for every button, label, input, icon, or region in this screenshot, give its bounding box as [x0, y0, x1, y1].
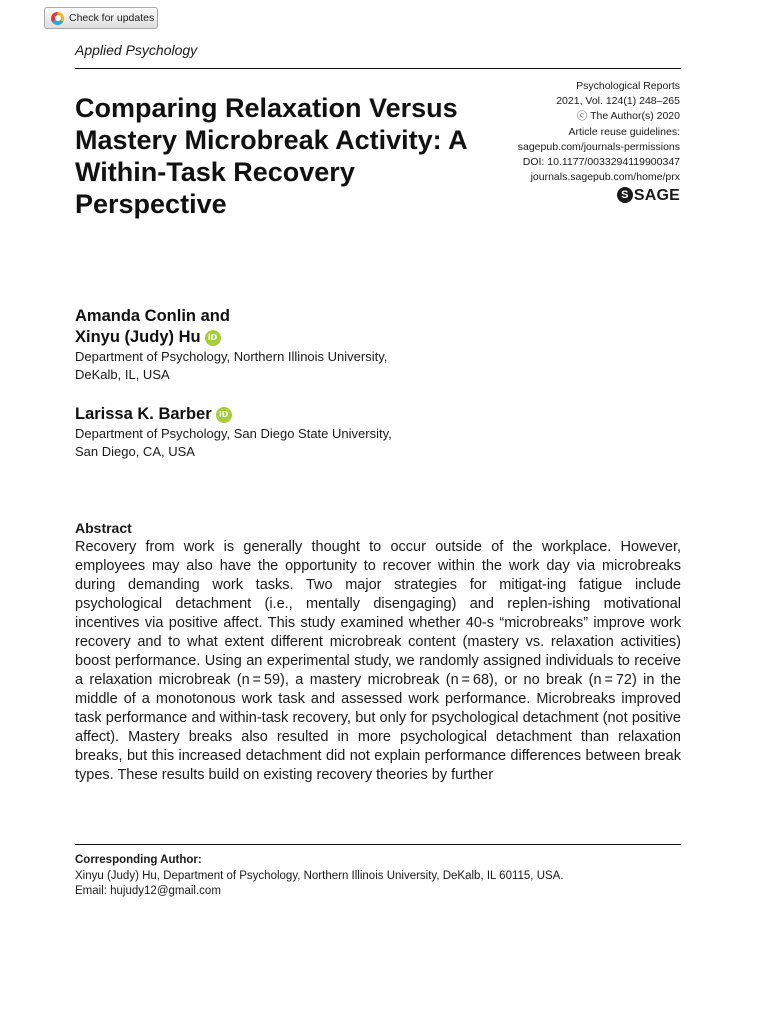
- corresponding-email[interactable]: Email: hujudy12@gmail.com: [75, 885, 221, 897]
- article-metadata: [518, 79, 680, 203]
- copyright-line: ⓒ The Author(s) 2020: [576, 110, 680, 123]
- check-for-updates-label: Check for updates: [69, 12, 155, 24]
- journal-home-link[interactable]: journals.sagepub.com/home/prx: [530, 171, 680, 184]
- abstract-text: Recovery from work is generally thought to occur outside of the workplace. However, employees may also have the opportunity to recover within the work day via microbreaks during demanding work tasks. Two major strategies for mitigat-ing fatigue include psychological detachment (i.e., mentally disengaging) and replen-ishing motivational incentives via positive affect. This study examined whether 40-s “microbreaks” improve work recovery and to what extent different microbreak content (mastery vs. relaxation activities) boost performance. Using an experimental study, we randomly assigned individuals to receive a relaxation microbreak (n = 59), a mastery microbreak (n = 68), or no break (n = 72) in the middle of a monotonous work task and assessed work performance. Microbreaks improved task performance and within-task recovery, but only for psychological detachment (not positive affect). Mastery breaks also resulted in more psychological detachment than relaxation breaks, but this increased detachment did not explain performance differences between break types. These results build on existing recovery theories by further: [75, 539, 681, 783]
- abstract-heading: Abstract: [75, 520, 132, 536]
- footer-divider: [75, 844, 681, 845]
- journal-section-label: Applied Psychology: [75, 42, 198, 58]
- abstract-section: [75, 519, 681, 785]
- article-title: Comparing Relaxation Versus Mastery Microbreak Activity: A Within-Task Recovery Perspective: [75, 93, 467, 219]
- affiliation-sdsu-line2: San Diego, CA, USA: [75, 444, 195, 459]
- author-line-barber: [75, 404, 495, 425]
- reuse-link[interactable]: sagepub.com/journals-permissions: [517, 140, 680, 153]
- orcid-icon[interactable]: iD: [205, 330, 221, 346]
- doi-line[interactable]: DOI: 10.1177/0033294119900347: [522, 156, 680, 169]
- affiliation-sdsu-line1: Department of Psychology, San Diego State University,: [75, 426, 392, 441]
- author-line-1: Amanda Conlin and: [75, 307, 230, 325]
- author-group-2: [75, 404, 495, 461]
- author-group-1: [75, 306, 495, 384]
- affiliation-niu-line2: DeKalb, IL, USA: [75, 367, 170, 382]
- header-divider: [75, 68, 681, 69]
- affiliation-niu-line1: Department of Psychology, Northern Illinois University,: [75, 349, 388, 364]
- author-line-2: [75, 327, 495, 348]
- orcid-icon[interactable]: iD: [216, 407, 232, 423]
- corresponding-author: [75, 853, 681, 900]
- reuse-label: Article reuse guidelines:: [568, 125, 680, 138]
- author-name-hu: Xinyu (Judy) Hu: [75, 328, 201, 346]
- journal-name: Psychological Reports: [576, 80, 680, 92]
- crossmark-icon: [51, 12, 64, 25]
- author-name-barber: Larissa K. Barber: [75, 405, 212, 423]
- corresponding-address: Xinyu (Judy) Hu, Department of Psychology, Northern Illinois University, DeKalb, IL 60115, USA.: [75, 869, 564, 882]
- corresponding-label: Corresponding Author:: [75, 854, 202, 866]
- sage-logo-text: SAGE: [633, 186, 680, 204]
- sage-mark-icon: S: [617, 187, 633, 203]
- volume-info: 2021, Vol. 124(1) 248–265: [556, 95, 680, 108]
- check-for-updates-button[interactable]: [44, 7, 158, 29]
- sage-logo: [617, 187, 680, 203]
